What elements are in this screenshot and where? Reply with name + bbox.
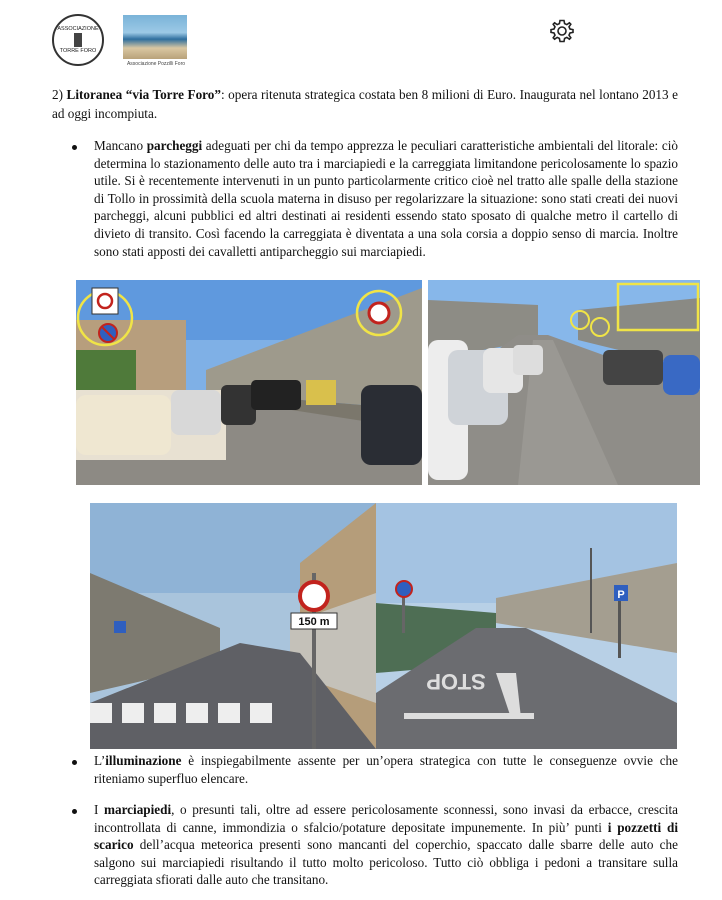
section-heading bbox=[52, 86, 678, 123]
bullet-text: L’illuminazione è inspiegabilmente assente per un’opera strategica con tutte le conseguenze ovvie che riteniamo superfluo elencare. bbox=[94, 753, 678, 786]
stop-road-marking: STOP bbox=[426, 669, 486, 694]
gear-icon[interactable] bbox=[549, 18, 575, 44]
bullet-icon bbox=[72, 145, 77, 150]
parking-sign-text: P bbox=[617, 589, 625, 601]
photo-street-signs-left bbox=[76, 280, 422, 485]
beach-photo-logo bbox=[123, 15, 187, 59]
association-logo: ASSOCIAZIONE TORRE FORO bbox=[52, 14, 104, 66]
logo-caption: Associazione Pozzilli Foro bbox=[126, 61, 186, 67]
photo-street-parked-cars bbox=[428, 280, 700, 485]
bullet-text: I marciapiedi, o presunti tali, oltre ad essere pericolosamente sconnessi, sono invasi da erbacce, crescita incontrollata di canne, immondizia o sfalcio/potature depositate impunemente. In più’ punti i pozzetti di scarico dell’acqua meteorica presenti sono mancanti del coperchio, spaccato dalle sbarre delle auto che salgono sui marciapiedi risultando il tutto molto pericoloso. Tutto ciò obbliga i pedoni a transitare sulla carreggiata sfiorati dalle auto che transitano. bbox=[94, 802, 678, 888]
bullet-keyword-2: i pozzetti di scarico bbox=[94, 819, 678, 853]
photo-road-sign-150m bbox=[90, 503, 376, 749]
distance-sign-text: 150 m bbox=[298, 616, 330, 628]
section-number: 2) bbox=[52, 87, 63, 102]
photo-road-stop-marking bbox=[376, 503, 677, 749]
bullet-text: Mancano parcheggi adeguati per chi da tempo apprezza le peculiari caratteristiche ambientali del litorale: ciò determina lo stazionamento delle auto tra i marciapiedi e la carreggiata limitandone pericolosamente lo spazio utile. Si è recentemente intervenuti in un punto particolarmente critico cioè nel tratto alle spalle della stazione di Tollo in prossimità della scuola materna in disuso per regolarizzare la situazione: sono stati creati dei nuovi parcheggi, alcuni pubblici ed altri destinati ai residenti essendo stato sposato di qualche metro il cartello di divieto di transito. Così facendo la carreggiata è diventata a una sola corsia a doppio senso di marcia. Inoltre sono stati apposti dei cavalletti antiparcheggio sui marciapiedi. bbox=[94, 138, 678, 259]
bullet-icon bbox=[72, 809, 77, 814]
tower-icon bbox=[74, 33, 82, 47]
bullet-icon bbox=[72, 760, 77, 765]
bullet-keyword: parcheggi bbox=[146, 138, 203, 153]
bullet-keyword: illuminazione bbox=[105, 753, 182, 768]
bullet-keyword: marciapiedi bbox=[103, 802, 172, 817]
section-title: Litoranea “via Torre Foro” bbox=[66, 87, 221, 102]
section-description: : opera ritenuta strategica costata ben 8 milioni di Euro. Inaugurata nel lontano 2013 e ad oggi incompiuta. bbox=[52, 87, 678, 121]
